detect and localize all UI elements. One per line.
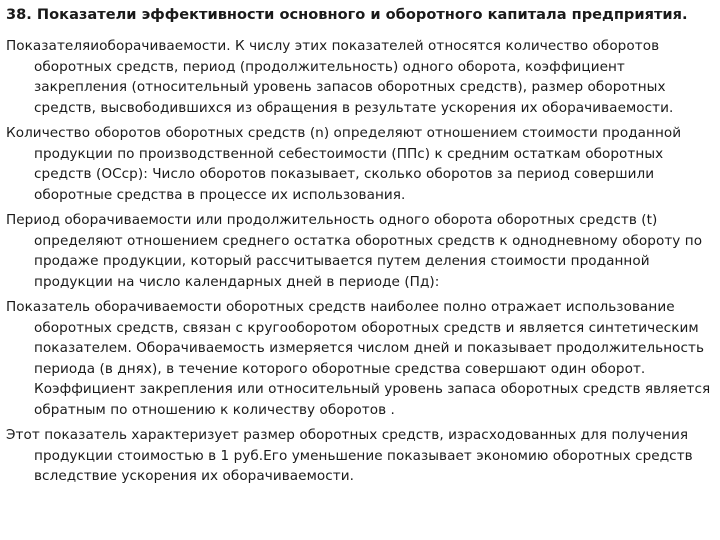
paragraph-turnover-count: Количество оборотов оборотных средств (n) определяют отношением стоимости проданной продукции по производственной себестоимости (ППс) к средним остаткам оборотных средств (ОСср): Число оборотов показывает, сколько оборотов за период совершили оборотные средства в процессе их использования. [6,125,682,203]
paragraph-retention-coefficient: Этот показатель характеризует размер оборотных средств, израсходованных для получения продукции стоимостью в 1 руб.Его уменьшение показывает экономию оборотных средств вследствие ускорения их оборачиваемости. [6,427,693,484]
paragraph-turnover-period: Период оборачиваемости или продолжительность одного оборота оборотных средств (t) определяют отношением среднего остатка оборотных средств к однодневному обороту по продаже продукции, который рассчитывается путем деления стоимости проданной продукции на число календарных дней в периоде (Пд): [6,212,703,290]
paragraph-turnover-indicator: Показатель оборачиваемости оборотных средств наиболее полно отражает использование оборотных средств, связан с кругооборотом оборотных средств и является синтетическим показателем. Оборачиваемость измеряется числом дней и показывает продолжительность периода (в днях), в течение которого оборотные средства совершают один оборот. Коэффициент закрепления или относительный уровень запаса оборотных средств является обратным по отношению к количеству оборотов . [6,299,711,418]
paragraph-turnover-indicators: Показателяиоборачиваемости. К числу этих показателей относятся количество оборотов оборотных средств, период (продолжительность) одного оборота, коэффициент закрепления (относительный уровень запасов оборотных средств), размер оборотных средств, высвободившихся из обращения в результате ускорения их оборачиваемости. [6,38,674,116]
page-title: 38. Показатели эффективности основного и оборотного капитала предприятия. [6,6,688,23]
